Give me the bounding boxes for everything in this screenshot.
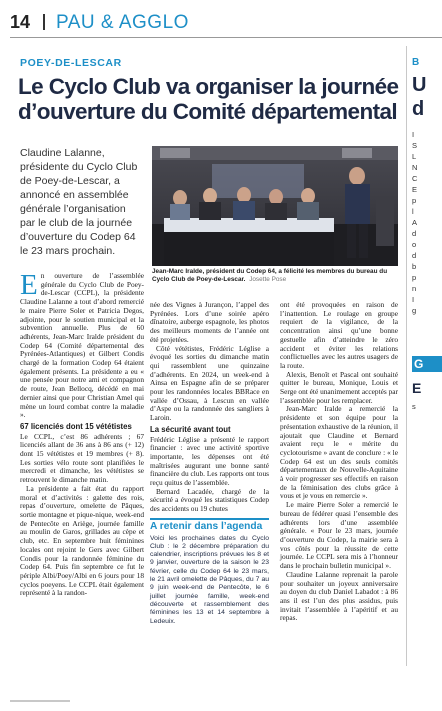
paragraph: Bernard Lacadée, chargé de la sécurité a évoqué les statistiques Codep des accidents ou 19 chutes [150, 486, 269, 514]
article-kicker: POEY-DE-LESCAR [20, 57, 122, 69]
adjacent-text-letter: g [412, 306, 417, 315]
adjacent-text-letter: l [412, 207, 414, 216]
adjacent-text-letter: E [412, 185, 418, 194]
adjacent-text-letter: I [412, 295, 415, 304]
article-column-3 [280, 301, 398, 623]
photo-caption [152, 268, 398, 285]
section-title: PAU & AGGLO [56, 12, 189, 33]
adjacent-text-letter: s [412, 402, 416, 411]
adjacent-text-letter: A [412, 218, 418, 227]
paragraph: Le CCPL, c’est 86 adhérents ; 67 licenciés allant de 36 ans à 86 ans (+ 12) dont 15 vététistes et 19 membres (+ 8). Les sorties vélo route sont planifiées le mercredi et dimanche, les vététistes se retrouvent le dimanche matin. [20, 431, 144, 485]
drop-cap: E [20, 269, 38, 301]
article-lead: Claudine Lalanne, présidente du Cyclo Club de Poey-de-Lescar, a annoncé en assemblée générale l’organisation par le club de la journée d’ouverture du Codep 64 le 23 mars prochain. [20, 147, 138, 257]
adjacent-text-letter: I [412, 130, 415, 139]
article-column-1 [20, 269, 144, 598]
paragraph: Alexis, Benoît et Pascal ont souhaité quitter le bureau, Monique, Louis et Serge ont été unanimement acceptés par l’assemblée pour les remplacer. [280, 369, 398, 405]
paragraph: Frédéric Léglise a présenté le rapport financier : avec une activité sportive importante, les dépenses ont été maîtrisées augurant une bonne santé financière du club. Les rapports ont tous reçu quitus de l’assemblée. [150, 434, 269, 488]
adjacent-text-letter: p [412, 196, 417, 205]
adjacent-box [412, 356, 442, 372]
adjacent-text-letter: L [412, 152, 417, 161]
photo-illustration [152, 146, 398, 266]
subheading: La sécurité avant tout [150, 424, 231, 434]
adjacent-text-letter: b [412, 262, 417, 271]
column-divider [406, 46, 407, 666]
subheading: 67 licenciés dont 15 vététistes [20, 421, 132, 431]
adjacent-text-letter: d [412, 229, 417, 238]
paragraph-text: n ouverture de l’assemblée générale du Cyclo Club de Poey-de-Lescar (CCPL), la présidente Claudine Lalanne a tout d’abord remercié le maire Pierre Soler et Patricia Degos, adjointe, pour le soutien municipal et la subvention annuelle. Plus de 60 adhérents, Jean-Marc Iralde président du Codep 64 (Comité départemental des Pyrénées-Atlantiques) et Gilbert Condis chargé de la formation Codep 64 étaient également présents. La présidente a eu « une pensée pour notre ami et compagnon de route, Jean Bellocq, décédé en mai dernier ainsi que pour Christian Amel qui mène un lourd combat contre la maladie ». [20, 271, 144, 420]
page-number: 14 [10, 12, 31, 32]
article-photo [152, 146, 398, 266]
adjacent-article-strip [411, 46, 442, 676]
adjacent-subhead-letter: E [412, 380, 422, 396]
paragraph: née des Vignes à Jurançon, l’appel des Pyrénées. Lors d’une soirée apéro dînatoire, auberge espagnole, les photos des meilleurs moments de l’année ont été projetées. [150, 300, 269, 344]
paragraph: Jean-Marc Iralde a remercié la présidente et son équipe pour la présentation exhaustive de la réunion, il ajoutait que Claudine et Bernard avaient reçu le « mérite du cyclotourisme » avant de conclure : « le Codep 64 est un des seuls comités départementaux de Nouvelle-Aquitaine à voir progresser ses effectifs en raison de la féminisation des clubs grâce à vous et je vous en remercie ». [280, 404, 398, 501]
caption-text: Jean-Marc Iralde, président du Codep 64, a félicité les membres du bureau du Cyclo Club de Poey-de-Lescar. [152, 268, 388, 284]
adjacent-box-letter: G [414, 357, 424, 371]
agenda-box-title: A retenir dans l’agenda [150, 518, 269, 532]
article-column-2 [150, 301, 269, 626]
footer-rule [10, 700, 70, 702]
adjacent-headline-letter: U [412, 74, 427, 96]
adjacent-text-letter: n [412, 284, 417, 293]
adjacent-text-letter: o [412, 240, 417, 249]
adjacent-text-letter: N [412, 163, 418, 172]
photo-credit: Josette Pose [249, 276, 287, 284]
page-header [0, 0, 442, 40]
paragraph [20, 269, 144, 420]
adjacent-text-letter: p [412, 273, 417, 282]
header-separator [43, 14, 45, 30]
agenda-box-text: Voici les prochaines dates du Cyclo Club : le 2 décembre préparation du calendrier, inscriptions prévues les 8 et 9 janvier, ouverture de la saison le 23 février, celle du Codep 64 le 23 mars, le 21 avril omelette de Pâques, du 7 au 9 juin week-end de Pentecôte, le 6 juillet journée famille, week-end découverte et rassemblement des féminines les 13 et 14 septembre à Ledeuix. [150, 534, 269, 625]
adjacent-headline-letter: d [412, 98, 425, 120]
paragraph: Claudine Lalanne reprenait la parole pour souhaiter un joyeux anniversaire au doyen du club Daniel Labadot : à 86 ans il est l’un des plus assidus, puis invitait l’assemblée à l’apéritif et au repas. [280, 569, 398, 623]
header-divider [10, 37, 442, 38]
paragraph: La présidente a fait état du rapport moral et d’activités : galette des rois, repas d’ouverture, omelette de Pâques, sortie montagne et pique-nique, week-end de Pentecôte en Ariège, journée famille au moulin de Garos, grillades au cèpe et club, etc. En septembre huit féminines locales ont rejoint le Gers avec Gilbert Condis pour la randonnée féminine du Codep 64. Puis fin septembre ce fut le périple Albi/Poey/Albi en 6 jours pour 18 cyclos poeyens. Le CCPL était également représenté à la randon- [20, 483, 144, 598]
adjacent-text-letter: S [412, 141, 418, 150]
adjacent-kicker: B [412, 57, 420, 68]
adjacent-text-letter: d [412, 251, 417, 260]
paragraph: Côté vététistes, Frédéric Léglise a évoqué les sorties du dimanche matin qui rassemblent une quinzaine d’adhérents. En 2024, un week-end à Ainsa en Espagne afin de se préparer pour les randonnées locales BBRace en vallée d’Ossau, à Lescun en vallée d’Aspe ou la randonnée des sangliers à Laroin. [150, 343, 269, 423]
paragraph: ont été provoquées en raison de l’inattention. Le roulage en groupe requiert de la vigilance, de la concentration ainsi qu’une bonne gestuelle afin d’atteindre le zéro accident et éviter les relations conflictuelles avec les autres usagers de la route. [280, 300, 398, 370]
article-headline: Le Cyclo Club va organiser la journée d’ouverture du Comité départemental [18, 74, 399, 124]
adjacent-text-letter: C [412, 174, 418, 183]
paragraph: Le maire Pierre Soler a remercié le bureau de fédérer quasi l’ensemble des adhérents lors d’une assemblée générale. « Pour le 23 mars, journée d’ouverture du Codep, la mairie sera à vos côtés pour la réussite de cette journée. Le CCPL sera mis à l’honneur dans le prochain bulletin municipal ». [280, 500, 398, 571]
